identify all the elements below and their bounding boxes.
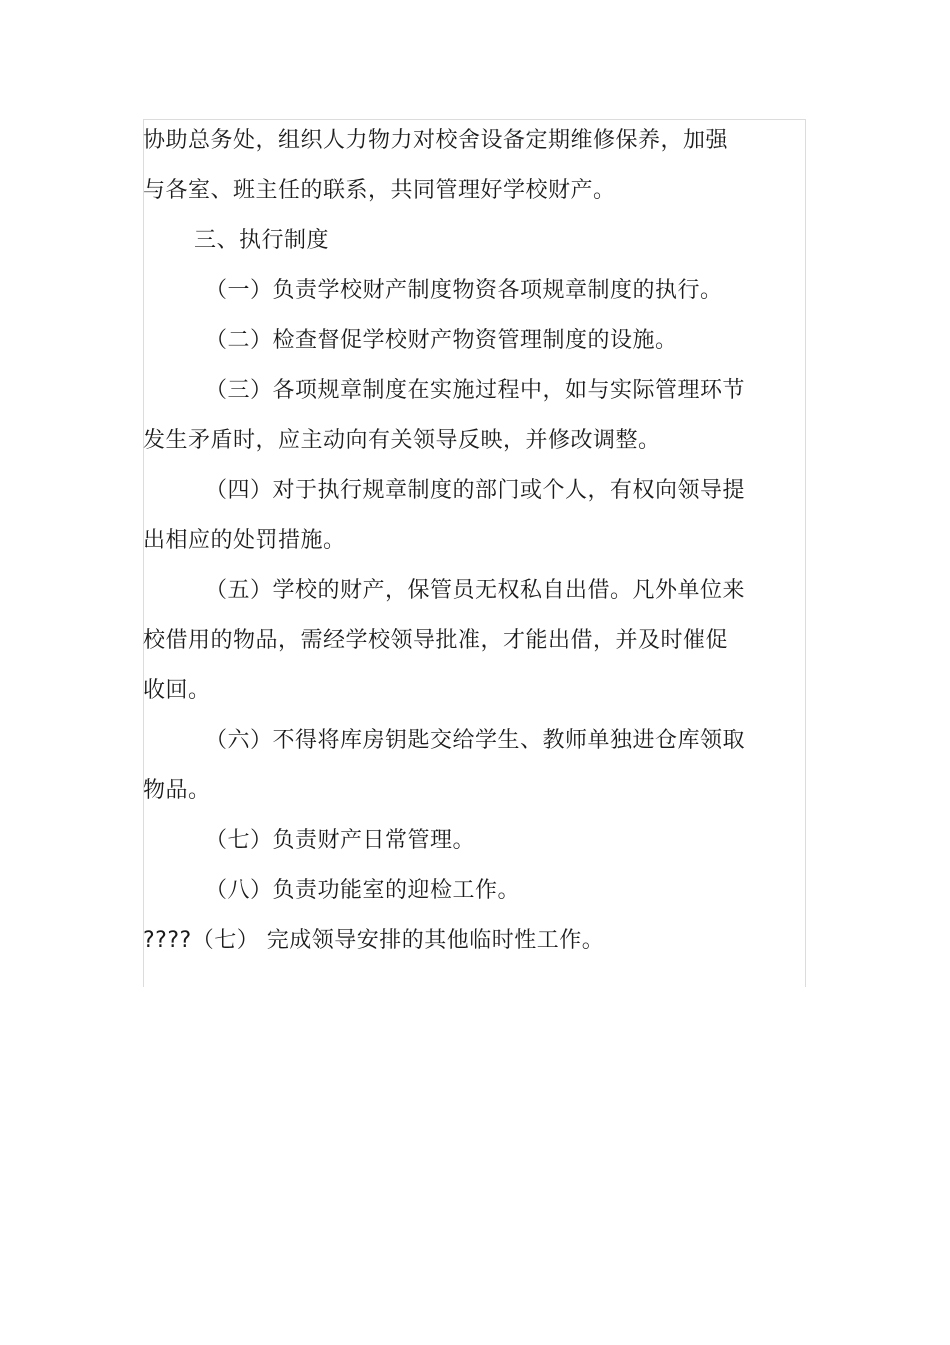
paragraph-line: （二）检查督促学校财产物资管理制度的设施。 [205, 328, 678, 353]
paragraph-line: ????（七） 完成领导安排的其他临时性工作。 [143, 928, 605, 953]
paragraph-line: （三）各项规章制度在实施过程中，如与实际管理环节 [205, 378, 746, 403]
paragraph-line: 出相应的处罚措施。 [143, 528, 346, 553]
paragraph-line: 校借用的物品，需经学校领导批准，才能出借，并及时催促 [143, 628, 729, 653]
paragraph-line: 协助总务处，组织人力物力对校舍设备定期维修保养，加强 [143, 128, 729, 153]
paragraph-line: 发生矛盾时，应主动向有关领导反映，并修改调整。 [143, 428, 661, 453]
paragraph-line: （六）不得将库房钥匙交给学生、教师单独进仓库领取 [205, 728, 746, 753]
paragraph-line: 物品。 [143, 778, 211, 803]
section-heading: 三、执行制度 [194, 228, 330, 253]
paragraph-line: （八）负责功能室的迎检工作。 [205, 878, 521, 903]
paragraph-line: （七）负责财产日常管理。 [205, 828, 476, 853]
paragraph-line: （一）负责学校财产制度物资各项规章制度的执行。 [205, 278, 723, 303]
paragraph-line: （五）学校的财产，保管员无权私自出借。凡外单位来 [205, 578, 746, 603]
paragraph-line: 与各室、班主任的联系，共同管理好学校财产。 [143, 178, 616, 203]
paragraph-line: （四）对于执行规章制度的部门或个人，有权向领导提 [205, 478, 746, 503]
paragraph-line: 收回。 [143, 678, 211, 703]
